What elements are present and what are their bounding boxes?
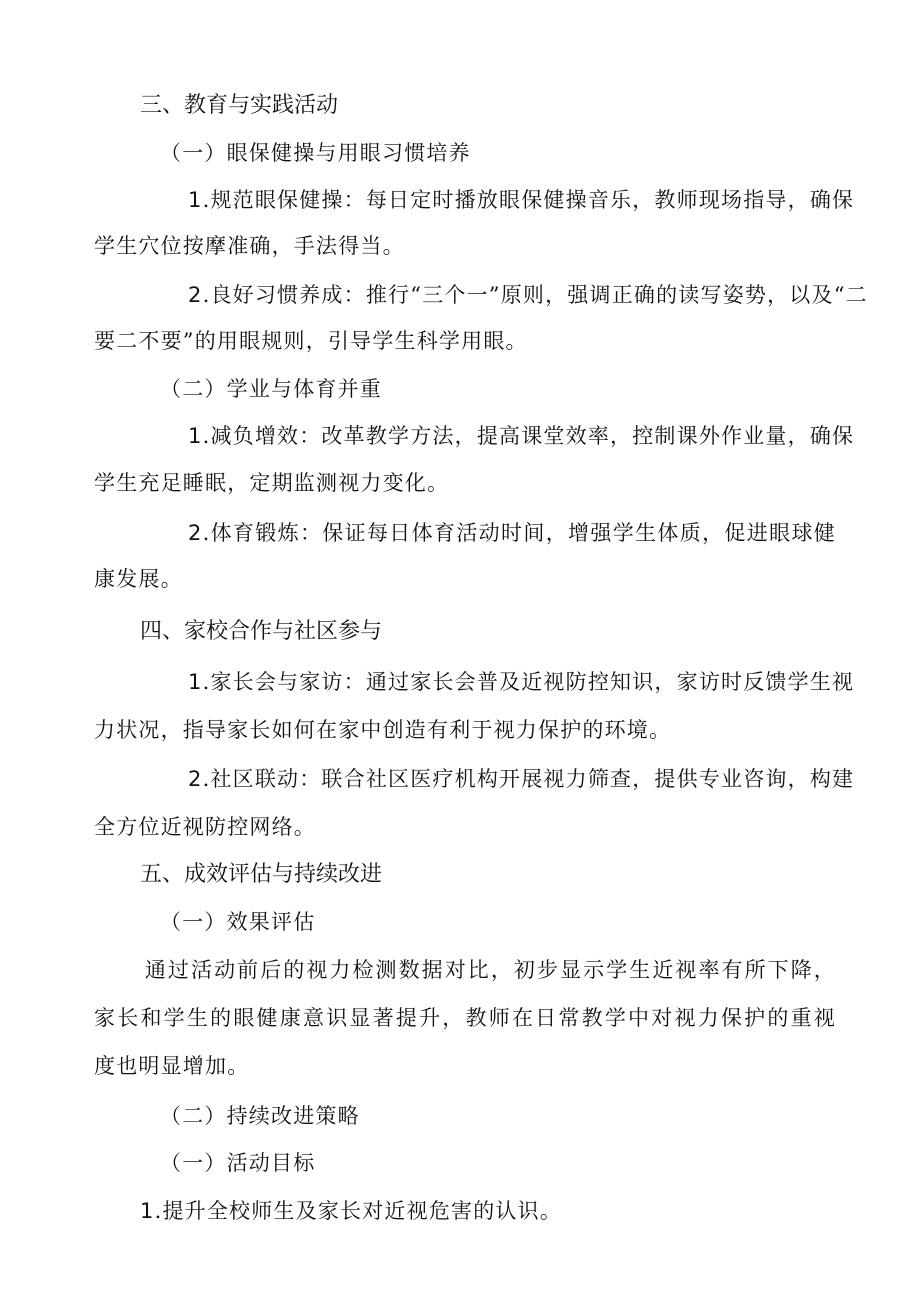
paragraph-line [94, 421, 855, 451]
section-heading-4: 四、家校合作与社区参与 [140, 619, 383, 644]
item-number: 1 [188, 188, 203, 212]
paragraph-line: 康发展。 [94, 567, 183, 591]
paragraph-line [94, 667, 855, 697]
section-heading-5: 五、成效评估与持续改进 [140, 862, 383, 887]
paragraph-line [94, 764, 855, 794]
paragraph-line [94, 955, 836, 985]
paragraph-line [94, 185, 855, 215]
paragraph-line [140, 1196, 562, 1226]
item-text: .家长会与家访：通过家长会普及近视防控知识，家访时反馈学生视 [202, 670, 855, 694]
subheading-5-2: （二）持续改进策略 [160, 1104, 360, 1128]
item-number: 2 [188, 283, 203, 307]
item-text: .体育锻炼：保证每日体育活动时间，增强学生体质，促进眼球健 [202, 521, 836, 545]
paragraph-line: 度也明显增加。 [94, 1054, 250, 1078]
item-text: .规范眼保健操：每日定时播放眼保健操音乐，教师现场指导，确保 [202, 188, 855, 212]
subheading-3-1: （一）眼保健操与用眼习惯培养 [160, 141, 471, 165]
item-text: .社区联动：联合社区医疗机构开展视力筛查，提供专业咨询，构建 [202, 767, 855, 791]
item-text: .提升全校师生及家长对近视危害的认识。 [154, 1199, 563, 1223]
paragraph-text: 通过活动前后的视力检测数据对比，初步显示学生近视率有所下降， [144, 958, 836, 982]
item-text: .减负增效：改革教学方法，提高课堂效率，控制课外作业量，确保 [202, 424, 855, 448]
paragraph-line [94, 518, 836, 548]
item-number: 1 [188, 670, 203, 694]
item-number: 1 [140, 1199, 155, 1223]
subheading-5-3: （一）活动目标 [160, 1151, 316, 1175]
paragraph-line: 学生充足睡眠，定期监测视力变化。 [94, 471, 450, 495]
item-text: .良好习惯养成：推行“三个一”原则，强调正确的读写姿势，以及“二 [202, 283, 868, 307]
item-number: 2 [188, 521, 203, 545]
subheading-5-1: （一）效果评估 [160, 910, 316, 934]
subheading-3-2: （二）学业与体育并重 [160, 377, 382, 401]
paragraph-line [94, 280, 868, 310]
paragraph-line: 家长和学生的眼健康意识显著提升，教师在日常教学中对视力保护的重视 [94, 1006, 836, 1030]
item-number: 2 [188, 767, 203, 791]
item-number: 1 [188, 424, 203, 448]
paragraph-line: 全方位近视防控网络。 [94, 815, 316, 839]
section-heading-3: 三、教育与实践活动 [140, 93, 339, 118]
paragraph-line: 要二不要”的用眼规则，引导学生科学用眼。 [94, 329, 528, 353]
paragraph-line: 学生穴位按摩准确，手法得当。 [94, 234, 405, 258]
paragraph-line: 力状况，指导家长如何在家中创造有利于视力保护的环境。 [94, 718, 672, 742]
